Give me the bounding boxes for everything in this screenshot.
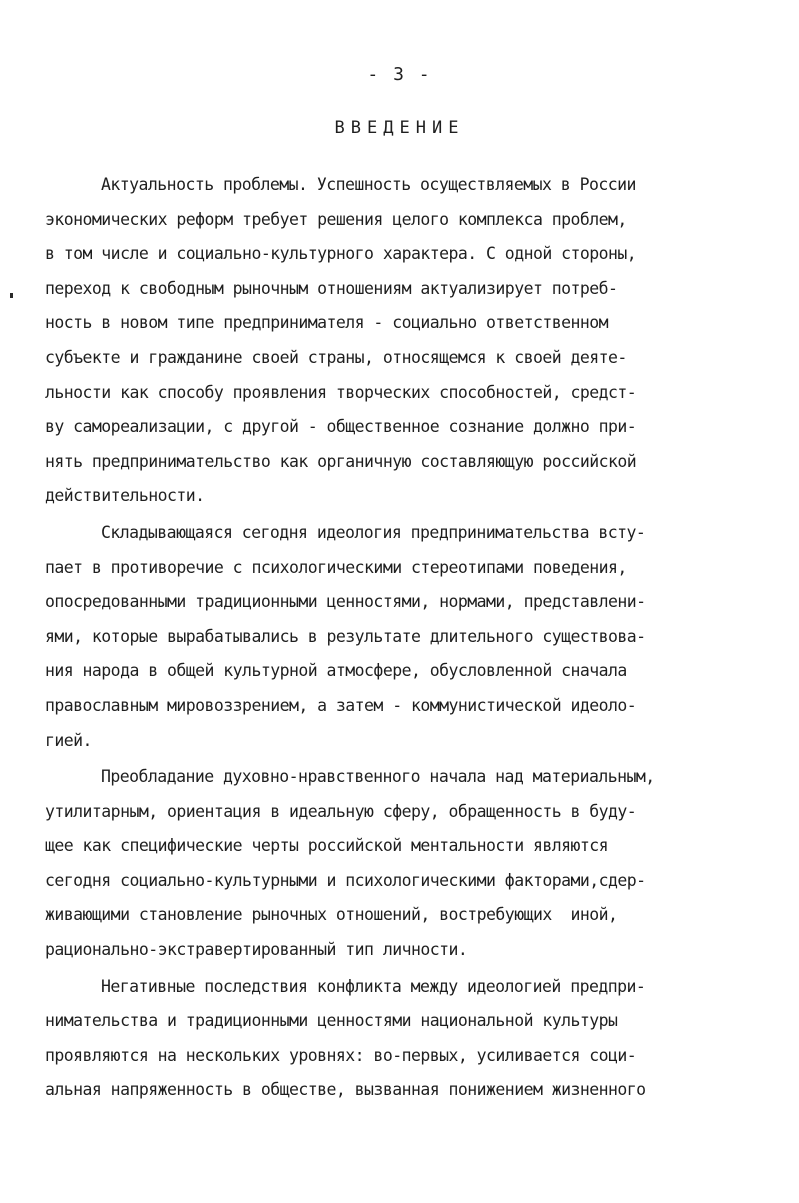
text-line: православным мировоззрением, а затем - коммунистической идеоло- — [45, 695, 637, 715]
text-line: нять предпринимательство как органичную составляющую российской — [45, 451, 637, 471]
text-line: рационально-экстравертированный тип личности. — [45, 940, 468, 960]
text-line: утилитарным, ориентация в идеальную сферу, обращенность в буду- — [45, 801, 637, 821]
text-line: Актуальность проблемы. Успешность осуществляемых в России — [101, 175, 636, 194]
paragraph-2 — [45, 516, 735, 758]
text-line: Негативные последствия конфликта между идеологией предпри- — [101, 976, 646, 996]
text-line: живающими становление рыночных отношений, востребующих иной, — [45, 905, 618, 925]
text-line: в том числе и социально-культурного характера. С одной стороны, — [45, 244, 637, 264]
text-line: Преобладание духовно-нравственного начала над материальным, — [101, 767, 655, 787]
text-line: ву самореализации, с другой - общественное сознание должно при- — [45, 417, 637, 437]
body-text — [45, 168, 735, 1108]
text-line: сегодня социально-культурными и психологическими факторами,сдер- — [45, 870, 646, 890]
text-line: опосредованными традиционными ценностями, нормами, представлени- — [45, 592, 646, 612]
text-line: субъекте и гражданине своей страны, относящемся к своей деяте- — [45, 347, 627, 367]
text-line: льности как способу проявления творческих способностей, средст- — [45, 382, 637, 402]
text-line: пает в противоречие с психологическими стереотипами поведения, — [45, 557, 627, 577]
page-number: - 3 - — [367, 64, 432, 85]
text-line: щее как специфические черты российской ментальности являются — [45, 836, 609, 856]
text-line: альная напряженность в обществе, вызванная понижением жизненного — [45, 1080, 646, 1100]
paragraph-4 — [45, 970, 735, 1108]
paragraph-1 — [45, 168, 735, 514]
text-line: действительности. — [45, 486, 205, 506]
text-line: переход к свободным рыночным отношениям актуализирует потреб- — [45, 278, 618, 298]
text-line: проявляются на нескольких уровнях: во-первых, усиливается соци- — [45, 1045, 637, 1065]
text-line: ния народа в общей культурной атмосфере, обусловленной сначала — [45, 661, 627, 681]
text-line: экономических реформ требует решения целого комплекса проблем, — [45, 209, 627, 229]
text-line: ями, которые вырабатывались в результате длительного существова- — [45, 626, 646, 646]
text-line: гией. — [45, 730, 92, 750]
section-heading: ВВЕДЕНИЕ — [334, 118, 465, 138]
text-line: ность в новом типе предпринимателя - социально ответственном — [45, 313, 609, 333]
text-line: нимательства и традиционными ценностями национальной культуры — [45, 1011, 618, 1031]
text-line: Складывающаяся сегодня идеология предпринимательства всту- — [101, 522, 646, 542]
margin-mark — [10, 293, 13, 298]
paragraph-3 — [45, 760, 735, 968]
